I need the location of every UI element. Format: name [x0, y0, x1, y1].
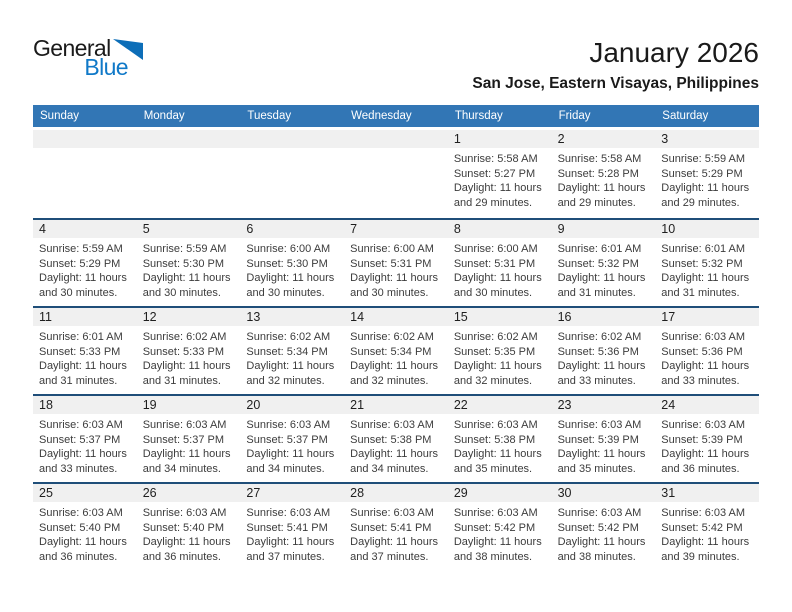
daylight-text: and 31 minutes.: [39, 374, 118, 387]
sunset-text: Sunset: 5:38 PM: [453, 433, 536, 446]
calendar-day-cell: [33, 220, 137, 306]
day-sun-info: [240, 502, 344, 564]
day-number-band: [655, 484, 759, 502]
daylight-text: Daylight: 11 hours: [453, 272, 542, 284]
sunrise-text: Sunrise: 6:03 AM: [557, 507, 642, 519]
daylight-text: Daylight: 11 hours: [661, 272, 750, 284]
sunset-text: Sunset: 5:30 PM: [246, 257, 328, 270]
month-title: January 2026: [589, 37, 759, 68]
calendar-day-cell: [33, 484, 137, 570]
daylight-text: and 38 minutes.: [557, 550, 636, 563]
day-number: 18: [39, 398, 53, 412]
day-sun-info: [448, 502, 552, 564]
sunrise-text: Sunrise: 6:02 AM: [246, 331, 331, 343]
daylight-text: Daylight: 11 hours: [39, 536, 127, 548]
day-number-band: [137, 308, 241, 326]
day-sun-info: [240, 326, 344, 388]
calendar-day-cell: [655, 396, 759, 482]
daylight-text: Daylight: 11 hours: [661, 360, 750, 372]
calendar-week-row: [33, 482, 759, 570]
day-number: 23: [557, 398, 572, 412]
day-number-band: [552, 130, 656, 148]
daylight-text: and 29 minutes.: [661, 196, 740, 209]
day-sun-info: [552, 414, 656, 476]
daylight-text: and 35 minutes.: [453, 462, 533, 475]
sunset-text: Sunset: 5:40 PM: [142, 521, 225, 534]
sunrise-text: Sunrise: 6:01 AM: [661, 243, 746, 255]
day-number-band: [655, 308, 759, 326]
weekday-header-friday: Friday: [558, 110, 591, 122]
daylight-text: Daylight: 11 hours: [661, 536, 750, 548]
day-number-band: [448, 308, 552, 326]
calendar-day-cell: [552, 308, 656, 394]
sunrise-text: Sunrise: 6:03 AM: [142, 419, 227, 431]
sunrise-text: Sunrise: 6:03 AM: [39, 419, 123, 431]
day-number: 1: [453, 132, 461, 146]
calendar-week-row: [33, 218, 759, 306]
daylight-text: Daylight: 11 hours: [39, 360, 127, 372]
day-number-band: [552, 396, 656, 414]
daylight-text: Daylight: 11 hours: [142, 272, 231, 284]
day-number: 22: [453, 398, 468, 412]
calendar-empty-cell: [344, 130, 448, 218]
sunrise-text: Sunrise: 5:58 AM: [453, 153, 538, 165]
day-number-band: [344, 396, 448, 414]
daylight-text: Daylight: 11 hours: [142, 360, 231, 372]
sunset-text: Sunset: 5:35 PM: [453, 345, 536, 358]
day-number: 10: [661, 222, 676, 236]
daylight-text: and 38 minutes.: [453, 550, 533, 563]
sunrise-text: Sunrise: 6:02 AM: [557, 331, 642, 343]
daylight-text: and 33 minutes.: [39, 462, 118, 475]
calendar-day-cell: [137, 220, 241, 306]
daylight-text: Daylight: 11 hours: [453, 360, 542, 372]
day-number: 8: [453, 222, 461, 236]
day-number-band: [448, 220, 552, 238]
calendar-day-cell: [344, 484, 448, 570]
sunrise-text: Sunrise: 6:03 AM: [453, 507, 538, 519]
calendar-weeks: [33, 130, 759, 570]
day-number-band: [655, 396, 759, 414]
sunset-text: Sunset: 5:39 PM: [661, 433, 743, 446]
sunset-text: Sunset: 5:31 PM: [453, 257, 536, 270]
sunset-text: Sunset: 5:33 PM: [142, 345, 225, 358]
sunrise-text: Sunrise: 6:03 AM: [453, 419, 538, 431]
daylight-text: and 34 minutes.: [142, 462, 221, 475]
day-number-band: [552, 484, 656, 502]
day-number: 29: [453, 486, 468, 500]
calendar-day-cell: [137, 308, 241, 394]
daylight-text: Daylight: 11 hours: [350, 360, 438, 372]
sunset-text: Sunset: 5:38 PM: [350, 433, 432, 446]
sunrise-text: Sunrise: 6:03 AM: [246, 419, 331, 431]
day-number: 19: [142, 398, 157, 412]
daylight-text: Daylight: 11 hours: [246, 360, 335, 372]
day-number: 15: [453, 310, 468, 324]
daylight-text: Daylight: 11 hours: [661, 182, 750, 194]
calendar-day-cell: [344, 220, 448, 306]
day-sun-info: [552, 148, 656, 210]
calendar-empty-cell: [240, 130, 344, 218]
day-number-band: [33, 130, 137, 148]
daylight-text: and 36 minutes.: [661, 462, 740, 475]
daylight-text: and 36 minutes.: [142, 550, 221, 563]
daylight-text: and 37 minutes.: [350, 550, 429, 563]
daylight-text: Daylight: 11 hours: [453, 182, 542, 194]
sunrise-text: Sunrise: 6:03 AM: [142, 507, 227, 519]
daylight-text: and 30 minutes.: [350, 286, 429, 299]
sunrise-text: Sunrise: 6:01 AM: [39, 331, 123, 343]
daylight-text: Daylight: 11 hours: [661, 448, 750, 460]
sunset-text: Sunset: 5:27 PM: [453, 167, 536, 180]
day-number-band: [552, 308, 656, 326]
day-sun-info: [448, 414, 552, 476]
sunrise-text: Sunrise: 6:03 AM: [557, 419, 642, 431]
sunset-text: Sunset: 5:39 PM: [557, 433, 639, 446]
day-number-band: [344, 130, 448, 148]
day-sun-info: [137, 238, 241, 300]
day-number: 3: [661, 132, 669, 146]
daylight-text: Daylight: 11 hours: [557, 360, 646, 372]
day-sun-info: [137, 414, 241, 476]
day-sun-info: [552, 502, 656, 564]
daylight-text: Daylight: 11 hours: [246, 536, 335, 548]
daylight-text: Daylight: 11 hours: [453, 536, 542, 548]
daylight-text: and 34 minutes.: [246, 462, 325, 475]
day-sun-info: [137, 502, 241, 564]
day-number: 27: [246, 486, 261, 500]
calendar-day-cell: [137, 484, 241, 570]
day-number-band: [33, 220, 137, 238]
sunset-text: Sunset: 5:40 PM: [39, 521, 121, 534]
daylight-text: Daylight: 11 hours: [557, 536, 646, 548]
daylight-text: and 33 minutes.: [661, 374, 740, 387]
day-sun-info: [33, 502, 137, 564]
day-sun-info: [240, 238, 344, 300]
day-number-band: [344, 484, 448, 502]
daylight-text: Daylight: 11 hours: [350, 448, 438, 460]
calendar-day-cell: [240, 220, 344, 306]
sunset-text: Sunset: 5:30 PM: [142, 257, 225, 270]
day-sun-info: [33, 414, 137, 476]
sunrise-text: Sunrise: 5:59 AM: [142, 243, 227, 255]
sunset-text: Sunset: 5:41 PM: [350, 521, 432, 534]
sunrise-text: Sunrise: 5:59 AM: [39, 243, 123, 255]
calendar-day-cell: [33, 396, 137, 482]
calendar-day-cell: [552, 396, 656, 482]
calendar-day-cell: [448, 396, 552, 482]
daylight-text: and 30 minutes.: [39, 286, 118, 299]
daylight-text: and 34 minutes.: [350, 462, 429, 475]
calendar-day-cell: [448, 484, 552, 570]
day-number-band: [33, 396, 137, 414]
sunset-text: Sunset: 5:41 PM: [246, 521, 328, 534]
daylight-text: Daylight: 11 hours: [142, 448, 231, 460]
day-number: 31: [661, 486, 676, 500]
sunrise-text: Sunrise: 5:58 AM: [557, 153, 642, 165]
calendar-day-cell: [240, 396, 344, 482]
sunrise-text: Sunrise: 6:03 AM: [246, 507, 331, 519]
day-sun-info: [344, 326, 448, 388]
sunrise-text: Sunrise: 6:03 AM: [350, 419, 434, 431]
day-sun-info: [344, 414, 448, 476]
day-number-band: [240, 130, 344, 148]
calendar-day-cell: [344, 396, 448, 482]
calendar-day-cell: [137, 396, 241, 482]
day-sun-info: [448, 326, 552, 388]
day-number-band: [137, 130, 241, 148]
day-number: 16: [557, 310, 572, 324]
sunset-text: Sunset: 5:42 PM: [661, 521, 743, 534]
day-number: 24: [661, 398, 676, 412]
day-number: 11: [39, 310, 52, 324]
day-number: 20: [246, 398, 261, 412]
sunset-text: Sunset: 5:42 PM: [557, 521, 639, 534]
logo-text-blue: Blue: [84, 54, 128, 80]
sunset-text: Sunset: 5:32 PM: [661, 257, 743, 270]
day-number-band: [33, 308, 137, 326]
day-number: 13: [246, 310, 261, 324]
day-number-band: [344, 220, 448, 238]
day-number-band: [448, 484, 552, 502]
day-number: 7: [350, 222, 358, 236]
calendar-day-cell: [552, 484, 656, 570]
day-sun-info: [344, 502, 448, 564]
day-number: 5: [142, 222, 150, 236]
calendar-week-row: [33, 306, 759, 394]
daylight-text: and 30 minutes.: [246, 286, 325, 299]
calendar-day-cell: [655, 308, 759, 394]
sunset-text: Sunset: 5:33 PM: [39, 345, 121, 358]
title-block: [472, 38, 759, 92]
daylight-text: and 30 minutes.: [453, 286, 533, 299]
daylight-text: Daylight: 11 hours: [350, 536, 438, 548]
day-number-band: [655, 220, 759, 238]
weekday-header-row: [33, 105, 759, 127]
calendar-day-cell: [655, 484, 759, 570]
sunset-text: Sunset: 5:37 PM: [39, 433, 121, 446]
calendar-day-cell: [33, 308, 137, 394]
sunset-text: Sunset: 5:31 PM: [350, 257, 432, 270]
day-number-band: [240, 484, 344, 502]
day-number-band: [137, 220, 241, 238]
daylight-text: and 31 minutes.: [661, 286, 740, 299]
daylight-text: and 31 minutes.: [142, 374, 221, 387]
calendar-week-row: [33, 394, 759, 482]
sunset-text: Sunset: 5:42 PM: [453, 521, 536, 534]
day-sun-info: [344, 238, 448, 300]
daylight-text: and 29 minutes.: [453, 196, 533, 209]
sunrise-text: Sunrise: 6:03 AM: [350, 507, 434, 519]
daylight-text: Daylight: 11 hours: [350, 272, 438, 284]
day-number: 6: [246, 222, 254, 236]
day-number-band: [552, 220, 656, 238]
calendar-day-cell: [240, 308, 344, 394]
day-number-band: [240, 396, 344, 414]
day-number: 25: [39, 486, 53, 500]
sunrise-text: Sunrise: 6:02 AM: [453, 331, 538, 343]
daylight-text: Daylight: 11 hours: [557, 272, 646, 284]
daylight-text: Daylight: 11 hours: [39, 448, 127, 460]
daylight-text: Daylight: 11 hours: [142, 536, 231, 548]
day-sun-info: [552, 326, 656, 388]
day-sun-info: [655, 414, 759, 476]
day-sun-info: [655, 502, 759, 564]
calendar-day-cell: [344, 308, 448, 394]
logo-text-general: General: [33, 35, 111, 61]
calendar-empty-cell: [137, 130, 241, 218]
sunrise-text: Sunrise: 6:00 AM: [350, 243, 434, 255]
daylight-text: and 32 minutes.: [350, 374, 429, 387]
weekday-header-tuesday: Tuesday: [247, 110, 292, 122]
day-number: 26: [142, 486, 157, 500]
daylight-text: and 36 minutes.: [39, 550, 118, 563]
sunset-text: Sunset: 5:28 PM: [557, 167, 639, 180]
sunrise-text: Sunrise: 6:03 AM: [661, 331, 746, 343]
weekday-header-saturday: Saturday: [662, 110, 709, 122]
sunrise-text: Sunrise: 6:03 AM: [661, 507, 746, 519]
day-number: 4: [39, 222, 46, 236]
day-number: 28: [350, 486, 365, 500]
calendar-day-cell: [552, 130, 656, 218]
day-sun-info: [552, 238, 656, 300]
day-sun-info: [655, 326, 759, 388]
day-sun-info: [240, 414, 344, 476]
day-number: 21: [350, 398, 365, 412]
sunset-text: Sunset: 5:29 PM: [661, 167, 743, 180]
daylight-text: and 30 minutes.: [142, 286, 221, 299]
day-number-band: [137, 484, 241, 502]
sunrise-text: Sunrise: 6:00 AM: [453, 243, 538, 255]
daylight-text: and 39 minutes.: [661, 550, 740, 563]
sunset-text: Sunset: 5:34 PM: [350, 345, 432, 358]
daylight-text: and 33 minutes.: [557, 374, 636, 387]
daylight-text: Daylight: 11 hours: [557, 448, 646, 460]
day-number-band: [448, 130, 552, 148]
day-number-band: [655, 130, 759, 148]
day-number: 17: [661, 310, 676, 324]
day-number-band: [240, 220, 344, 238]
sunset-text: Sunset: 5:37 PM: [142, 433, 225, 446]
sunrise-text: Sunrise: 6:00 AM: [246, 243, 331, 255]
calendar-day-cell: [552, 220, 656, 306]
sunset-text: Sunset: 5:36 PM: [661, 345, 743, 358]
sunrise-text: Sunrise: 6:03 AM: [661, 419, 746, 431]
calendar-empty-cell: [33, 130, 137, 218]
daylight-text: and 35 minutes.: [557, 462, 636, 475]
sunset-text: Sunset: 5:34 PM: [246, 345, 328, 358]
daylight-text: and 32 minutes.: [246, 374, 325, 387]
daylight-text: Daylight: 11 hours: [246, 272, 335, 284]
calendar-day-cell: [448, 220, 552, 306]
day-number-band: [137, 396, 241, 414]
day-sun-info: [137, 326, 241, 388]
day-sun-info: [448, 238, 552, 300]
calendar-day-cell: [655, 130, 759, 218]
day-number: 30: [557, 486, 572, 500]
daylight-text: and 31 minutes.: [557, 286, 636, 299]
daylight-text: and 37 minutes.: [246, 550, 325, 563]
calendar-week-row: [33, 130, 759, 218]
day-sun-info: [655, 238, 759, 300]
calendar-grid: [33, 105, 759, 570]
day-sun-info: [33, 326, 137, 388]
day-number: 14: [350, 310, 365, 324]
sunset-text: Sunset: 5:32 PM: [557, 257, 639, 270]
weekday-header-wednesday: Wednesday: [351, 110, 412, 122]
general-blue-logo: [33, 36, 128, 79]
day-number-band: [344, 308, 448, 326]
day-sun-info: [655, 148, 759, 210]
daylight-text: and 32 minutes.: [453, 374, 533, 387]
sunset-text: Sunset: 5:36 PM: [557, 345, 639, 358]
daylight-text: and 29 minutes.: [557, 196, 636, 209]
day-number: 2: [557, 132, 565, 146]
daylight-text: Daylight: 11 hours: [39, 272, 127, 284]
sunset-text: Sunset: 5:29 PM: [39, 257, 121, 270]
sunrise-text: Sunrise: 6:01 AM: [557, 243, 642, 255]
sunrise-text: Sunrise: 5:59 AM: [661, 153, 746, 165]
sunrise-text: Sunrise: 6:03 AM: [39, 507, 123, 519]
day-sun-info: [33, 238, 137, 300]
sunrise-text: Sunrise: 6:02 AM: [142, 331, 227, 343]
daylight-text: Daylight: 11 hours: [557, 182, 646, 194]
day-number-band: [240, 308, 344, 326]
sunset-text: Sunset: 5:37 PM: [246, 433, 328, 446]
day-number: 9: [557, 222, 565, 236]
day-sun-info: [448, 148, 552, 210]
weekday-header-monday: Monday: [143, 110, 185, 122]
calendar-day-cell: [448, 308, 552, 394]
weekday-header-thursday: Thursday: [454, 110, 503, 122]
daylight-text: Daylight: 11 hours: [453, 448, 542, 460]
calendar-day-cell: [448, 130, 552, 218]
day-number-band: [33, 484, 137, 502]
sunrise-text: Sunrise: 6:02 AM: [350, 331, 434, 343]
calendar-day-cell: [240, 484, 344, 570]
day-number-band: [448, 396, 552, 414]
calendar-day-cell: [655, 220, 759, 306]
day-number: 12: [142, 310, 157, 324]
daylight-text: Daylight: 11 hours: [246, 448, 335, 460]
weekday-header-sunday: Sunday: [40, 110, 80, 122]
location-subtitle: San Jose, Eastern Visayas, Philippines: [472, 75, 759, 92]
